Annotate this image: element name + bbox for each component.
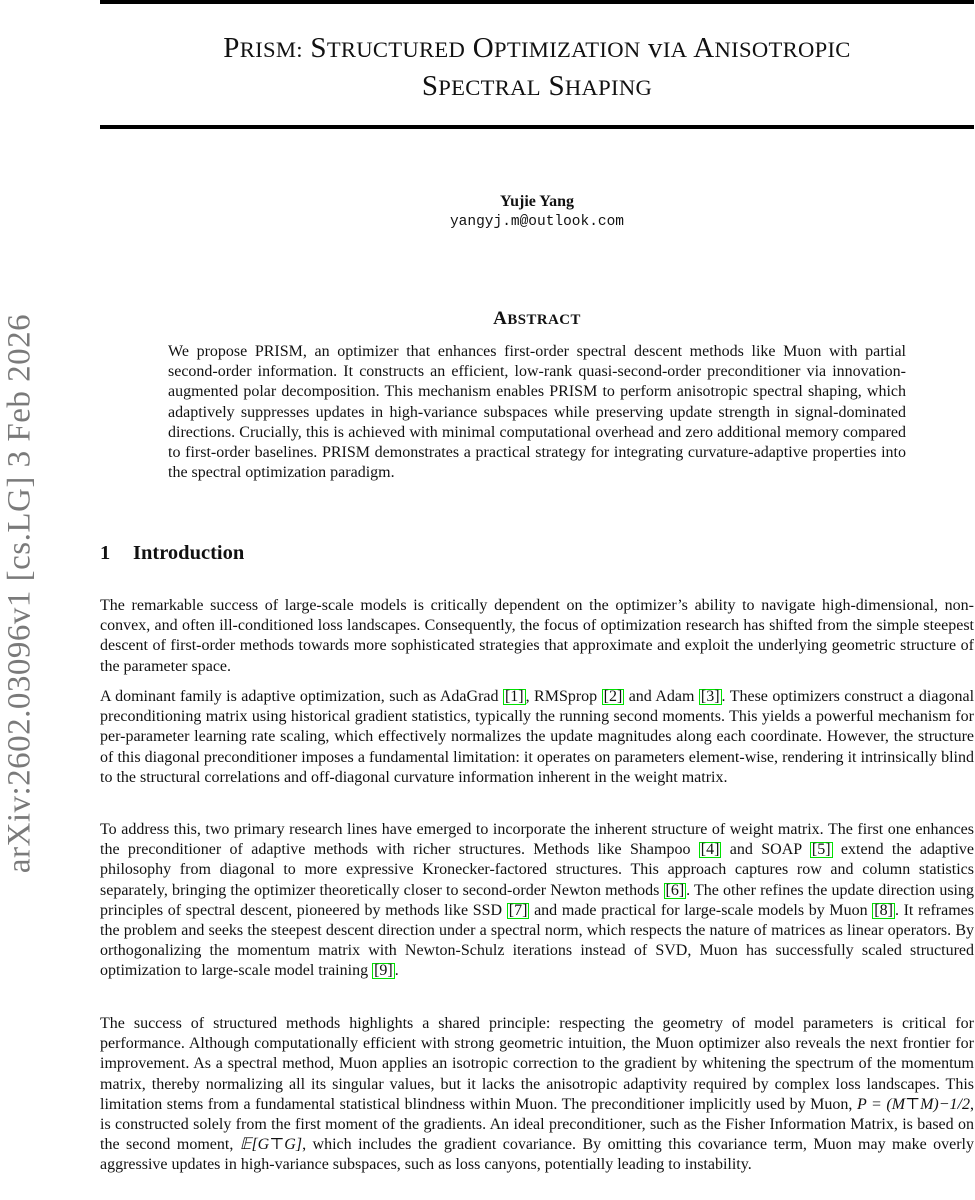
text-run: , RMSprop [525,688,602,705]
text-run: To address this, two primary research lines have emerged to incorporate the inherent structure of weight matrix. The first one enhances the preconditioner of adaptive methods with richer structures. Methods like Shampoo [100,821,974,859]
citation-link[interactable]: [7] [508,901,528,919]
citation-link[interactable]: [8] [874,901,893,919]
text-run: A dominant family is adaptive optimization, such as AdaGrad [100,688,503,705]
text-run: extend the adaptive philosophy from diagonal to more expressive Kronecker-factored structures. This approach captures row and column statistics separately, bringing the optimizer theoretically closer to second-order Newton methods [100,841,975,899]
intro-paragraph-3 [100,820,974,982]
author-name: Yujie Yang [500,193,574,210]
top-rule [100,0,974,4]
text-run: and made practical for large-scale models by Muon [529,901,873,919]
text-run: . The other refines the update direction using principles of spectral descent, pioneered by methods like SSD [100,881,975,919]
math-expression: 𝔼[G⊤G] [239,1136,303,1154]
citation-link[interactable]: [9] [374,962,393,980]
section-title: Introduction [133,542,245,564]
intro-paragraph-4 [100,1014,974,1176]
math-expression: P = (M⊤M)−1/2 [856,1095,970,1113]
intro-paragraph-2 [100,687,974,788]
arxiv-identifier: arXiv:2602.03096v1 [cs.LG] 3 Feb 2026 [1,313,38,874]
title-line-2: SPECTRAL SHAPING [421,70,653,102]
section-number: 1 [100,542,111,564]
abstract-heading-text: ABSTRACT [493,308,581,329]
text-run: and SOAP [721,841,810,859]
text-run: The success of structured methods highlights a shared principle: respecting the geometry of model parameters is critical for performance. Although computationally efficient with strong geometric intuition, the Muon optimizer also reveals the next frontier for improvement. As a spectral method, Muon applies an isotropic correction to the gradient by whitening the spectrum of the momentum matrix, thereby normalizing all its singular values, but it lacks the anisotropic adaptivity required by complex loss landscapes. This limitation stems from a fundamental statistical blindness within Muon. The preconditioner implicitly used by Muon, [100,1015,974,1113]
abstract-heading [100,308,974,330]
text-run: . These optimizers construct a diagonal preconditioning matrix using historical gradient statistics, typically the running second moments. This yields a powerful mechanism for per-parameter learning rate scaling, which effectively normalizes the update magnitudes along each coordinate. However, the structure of this diagonal preconditioner imposes a fundamental limitation: it operates on parameters element-wise, rendering it intrinsically blind to the structural correlations and off-diagonal curvature information inherent in the weight matrix. [100,688,975,786]
citation-link[interactable]: [1] [504,688,524,705]
text-run: , is constructed solely from the first moment of the gradients. An ideal preconditioner, such as the Fisher Information Matrix, is based on the second moment, [100,1095,974,1154]
text-run: . It reframes the problem and seeks the steepest descent direction under a spectral norm, which respects the nature of matrices as linear operators. By orthogonalizing the momentum matrix with Newton-Schulz iterations instead of SVD, Muon has successfully scaled structured optimization to large-scale model training [100,901,974,980]
citation-link[interactable]: [6] [665,881,685,899]
citation-link[interactable]: [2] [603,688,623,705]
intro-paragraph-1: The remarkable success of large-scale models is critically dependent on the optimizer’s ability to navigate high-dimensional, non-convex, and often ill-conditioned loss landscapes. Consequently, the focus of optimization research has shifted from the simple steepest descent of first-order methods towards more sophisticated strategies that approximate and exploit the underlying geometric structure of the parameter space. [100,597,974,675]
paper-title [100,30,974,106]
section-heading [100,542,244,565]
citation-link[interactable]: [5] [811,841,831,859]
citation-link[interactable]: [3] [700,688,720,705]
author-email[interactable]: yangyj.m@outlook.com [449,214,625,230]
abstract-body: We propose PRISM, an optimizer that enhances first-order spectral descent methods like Muon with partial second-order information. It constructs an efficient, low-rank quasi-second-order preconditioner via innovation-augmented polar decomposition. This mechanism enables PRISM to perform anisotropic spectral shaping, which adaptively suppresses updates in high-variance subspaces while preserving update strength in signal-dominated directions. Crucially, this is achieved with minimal computational overhead and zero additional memory compared to first-order baselines. PRISM demonstrates a practical strategy for integrating curvature-adaptive properties into the spectral optimization paradigm. [168,343,906,482]
text-run: . [394,962,399,980]
title-rule [100,125,974,129]
citation-link[interactable]: [4] [700,841,720,859]
text-run: and Adam [624,688,699,705]
text-run: , which includes the gradient covariance. By omitting this covariance term, Muon may make overly aggressive updates in high-variance subspaces, such as loss canyons, potentially leading to instability. [100,1136,974,1174]
title-line-1: PRISM: STRUCTURED OPTIMIZATION vIA ANISOTROPIC [223,32,851,64]
